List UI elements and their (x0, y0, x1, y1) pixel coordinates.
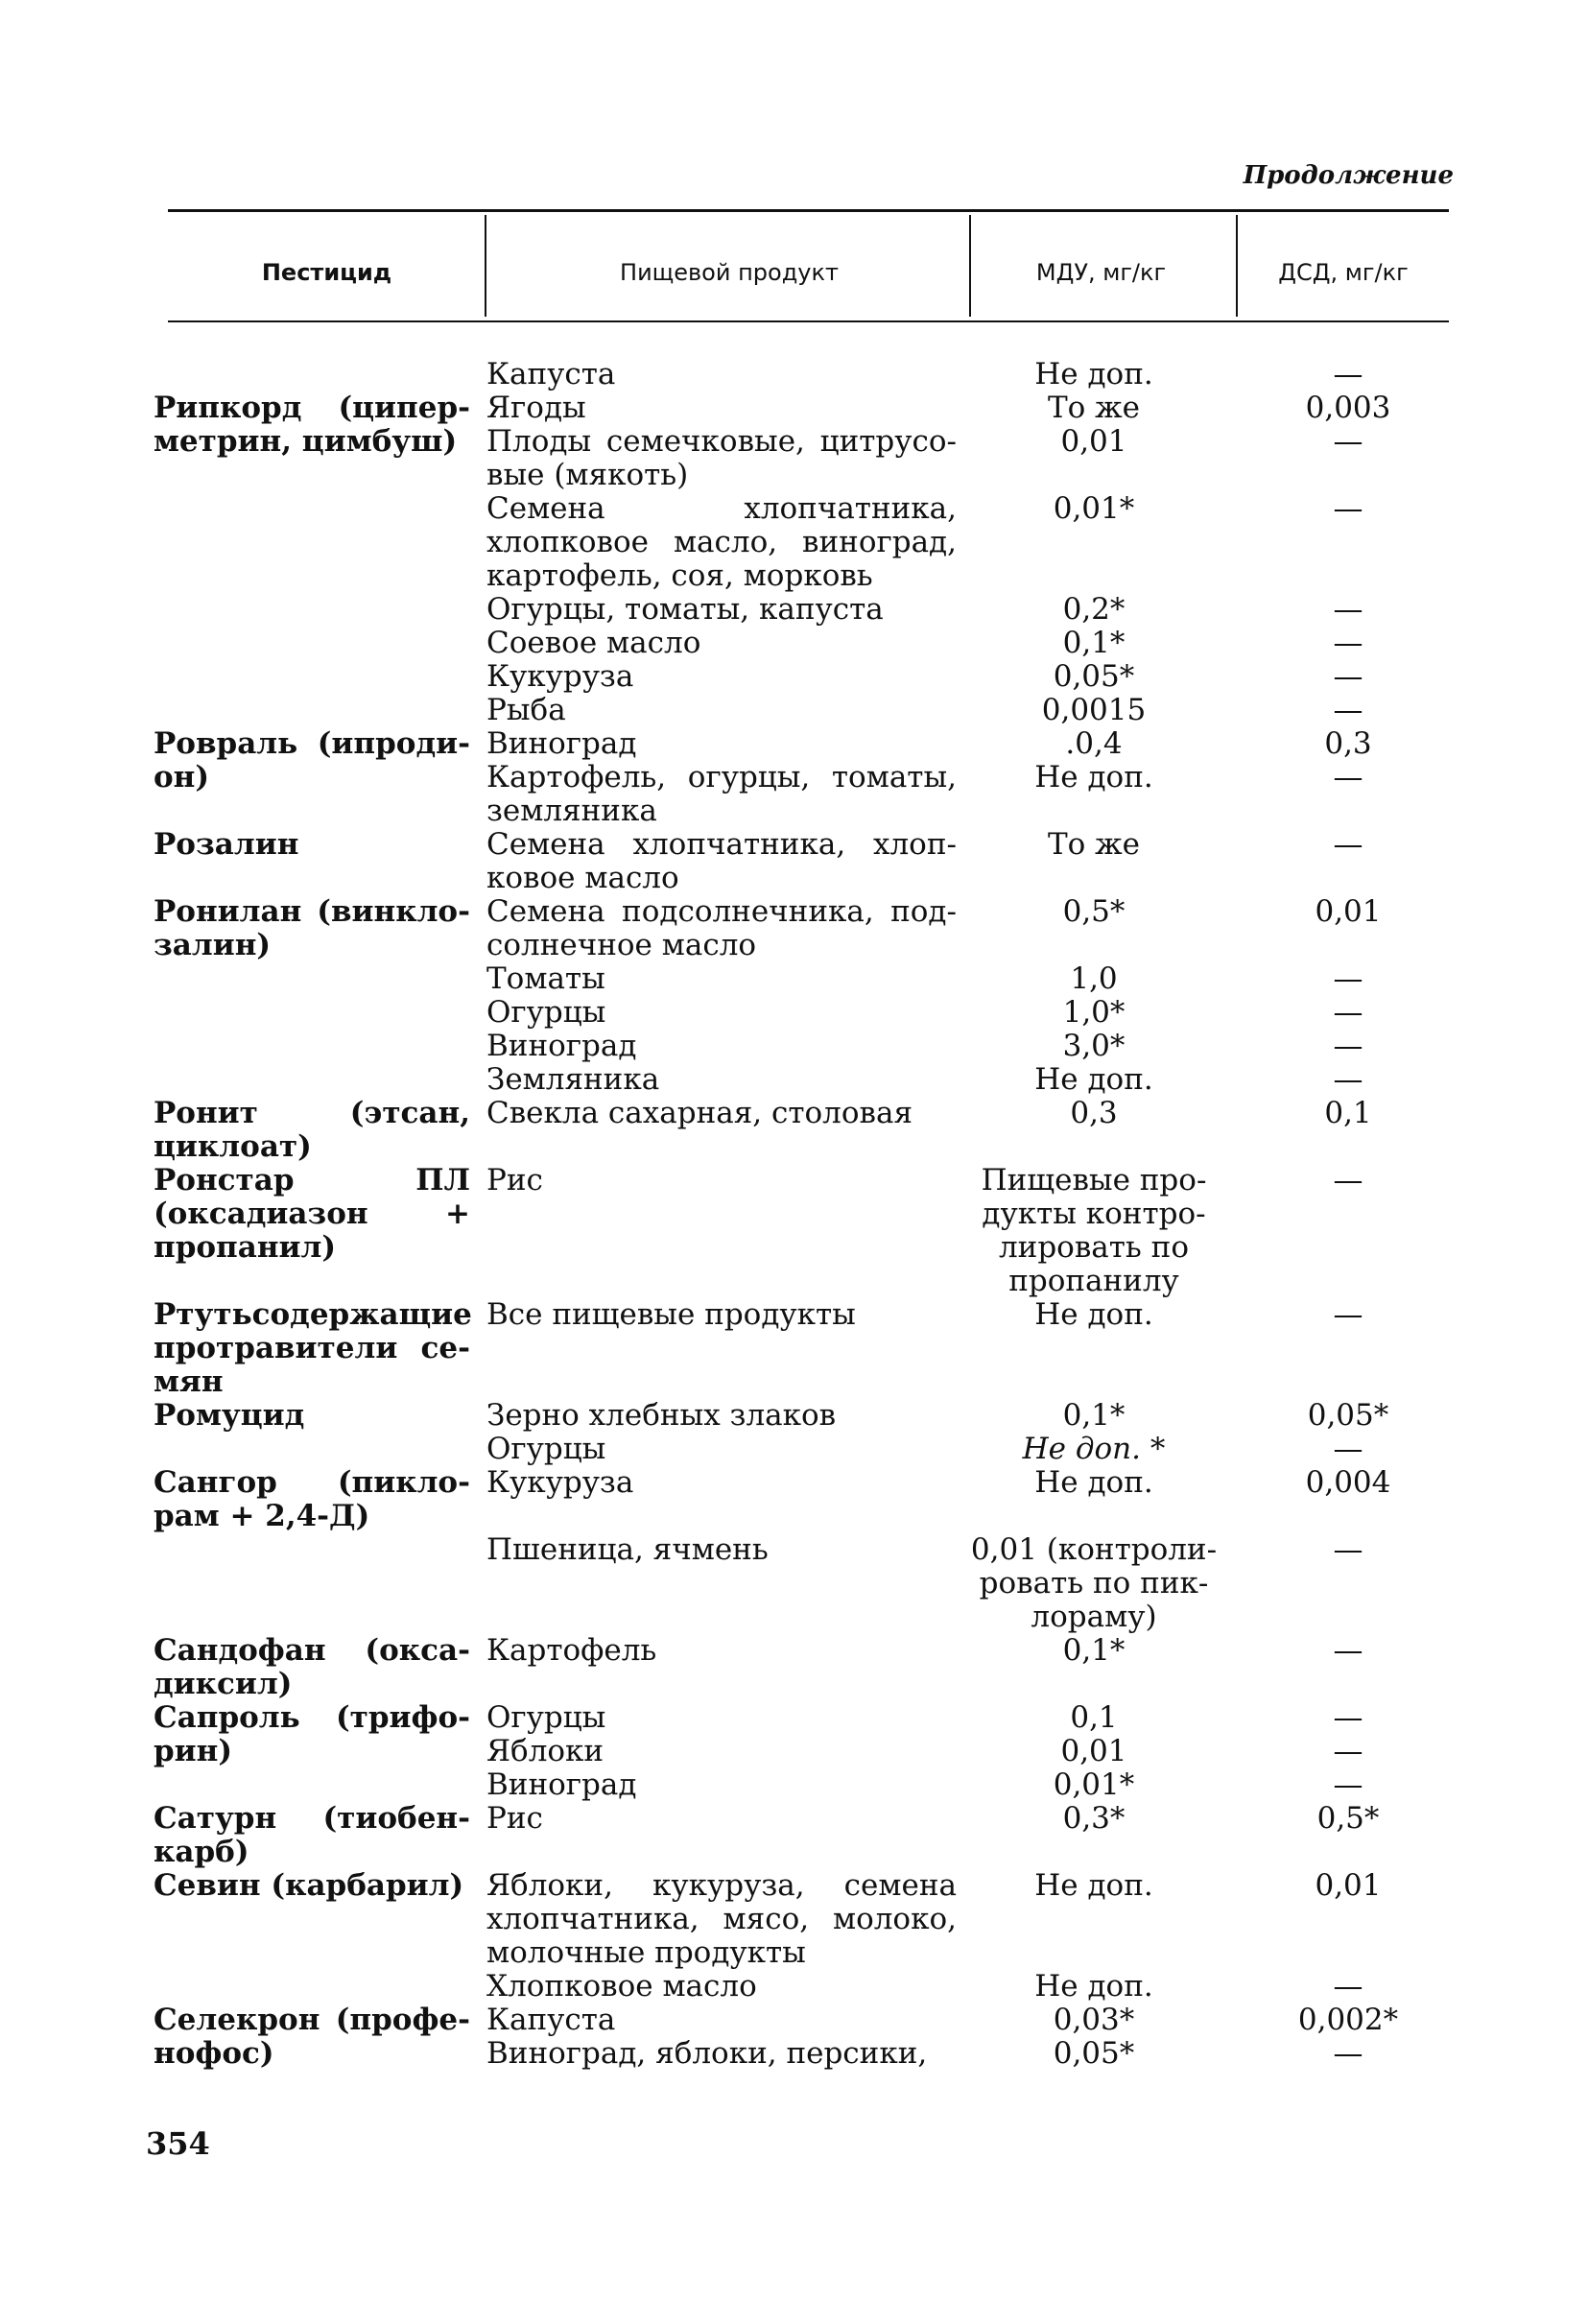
dsd-cell: — (1333, 961, 1363, 996)
mdu-cell: 0,05* (1053, 659, 1135, 694)
dsd-cell: — (1333, 693, 1363, 727)
food-cell: Огурцы (486, 995, 606, 1030)
mdu-cell: 0,3 (1070, 1096, 1118, 1130)
dsd-cell: — (1333, 1700, 1363, 1735)
dsd-cell: — (1333, 1432, 1363, 1466)
food-cell: Земляника (486, 1062, 660, 1097)
dsd-cell: — (1333, 827, 1363, 862)
pesticide-name: Сандофан (оксадиксил) (154, 1633, 470, 1701)
food-cell: Рыба (486, 693, 566, 727)
header-dsd: ДСД, мг/кг (1278, 259, 1409, 286)
food-cell: Томаты (486, 961, 605, 996)
dsd-cell: 0,01 (1315, 1868, 1382, 1903)
mdu-cell: 0,1* (1062, 1398, 1126, 1433)
mdu-cell: 0,3* (1062, 1801, 1126, 1836)
food-cell: Виноград (486, 726, 637, 761)
dsd-cell: — (1333, 357, 1363, 391)
pesticide-name: Ромуцид (154, 1398, 305, 1433)
mdu-cell: Не доп. (1034, 1297, 1153, 1332)
mdu-cell: Не доп. (1034, 760, 1153, 794)
dsd-cell: — (1333, 1767, 1363, 1802)
table-top-rule (168, 209, 1449, 212)
mdu-cell: 3,0* (1062, 1029, 1126, 1063)
dsd-cell: — (1333, 1029, 1363, 1063)
food-cell: Капуста (486, 2003, 616, 2037)
food-cell: Огурцы (486, 1700, 606, 1735)
mdu-cell: 0,1* (1062, 1633, 1126, 1668)
mdu-cell: Не доп. (1034, 357, 1153, 391)
pesticide-name: Севин (карбарил) (154, 1868, 464, 1903)
mdu-cell: Не доп. (1034, 1062, 1153, 1097)
mdu-cell: 0,03* (1053, 2003, 1135, 2037)
dsd-cell: — (1333, 1532, 1363, 1567)
mdu-cell: 0,1 (1070, 1700, 1118, 1735)
food-cell: Виноград (486, 1029, 637, 1063)
dsd-cell: 0,002* (1297, 2003, 1399, 2037)
food-cell: Свекла сахарная, столовая (486, 1096, 913, 1130)
mdu-cell: 0,01* (1053, 491, 1135, 526)
food-cell: Семена хлопчатника, хлопковое масло (486, 827, 957, 895)
mdu-cell: 0,2* (1062, 592, 1126, 627)
food-cell: Огурцы (486, 1432, 606, 1466)
dsd-cell: 0,05* (1307, 1398, 1389, 1433)
pesticide-name: Сапроль (трифорин) (154, 1700, 470, 1768)
food-cell: Огурцы, томаты, капуста (486, 592, 884, 627)
mdu-cell: Не доп. (1034, 1969, 1153, 2004)
food-cell: Картофель, огурцы, томаты, земляника (486, 760, 957, 828)
food-cell: Виноград (486, 1767, 637, 1802)
mdu-cell: 0,5* (1062, 894, 1126, 929)
food-cell: Пшеница, ячмень (486, 1532, 769, 1567)
header-mdu: МДУ, мг/кг (1035, 259, 1167, 286)
dsd-cell: 0,01 (1315, 894, 1382, 929)
food-cell: Все пищевые продукты (486, 1297, 856, 1332)
header-pesticide: Пестицид (261, 259, 392, 286)
dsd-cell: 0,3 (1324, 726, 1372, 761)
mdu-cell: Не доп. (1034, 1465, 1153, 1500)
food-cell: Семена подсолнечника, подсолнечное масло (486, 894, 957, 962)
mdu-cell: 0,01 (контролировать по пиклораму) (970, 1532, 1218, 1634)
pesticide-name: Ровраль (ипродион) (154, 726, 470, 794)
mdu-cell: 0,1* (1062, 626, 1126, 660)
dsd-cell: — (1333, 1969, 1363, 2004)
mdu-cell: 1,0 (1070, 961, 1118, 996)
food-cell: Виноград, яблоки, персики, (486, 2036, 928, 2071)
food-cell: Ягоды (486, 391, 586, 425)
food-cell: Яблоки, кукуруза, семена хлопчатника, мясо, молоко, молочные продукты (486, 1868, 957, 1970)
column-divider (969, 215, 971, 317)
pesticide-name: Сатурн (тиобенкарб) (154, 1801, 470, 1869)
page-number: 354 (146, 2125, 210, 2162)
dsd-cell: — (1333, 491, 1363, 526)
pesticide-name: Селекрон (профенофос) (154, 2003, 470, 2071)
food-cell: Рис (486, 1163, 543, 1198)
dsd-cell: — (1333, 2036, 1363, 2071)
dsd-cell: — (1333, 592, 1363, 627)
mdu-cell: Не доп. (1034, 1868, 1153, 1903)
table-header-rule (168, 320, 1449, 322)
dsd-cell: — (1333, 1163, 1363, 1198)
dsd-cell: — (1333, 424, 1363, 459)
mdu-cell: Пищевые продукты контролировать по пропанилу (981, 1163, 1207, 1298)
pesticide-name: Ронилан (винклозалин) (154, 894, 470, 962)
food-cell: Соевое масло (486, 626, 701, 660)
pesticide-name: Сангор (пиклорам + 2,4-Д) (154, 1465, 470, 1533)
mdu-cell: Не доп. * (1022, 1432, 1166, 1466)
food-cell: Кукуруза (486, 659, 634, 694)
food-cell: Кукуруза (486, 1465, 634, 1500)
food-cell: Плоды семечковые, цитрусовые (мякоть) (486, 424, 957, 492)
mdu-cell: 0,01 (1060, 424, 1127, 459)
dsd-cell: 0,004 (1305, 1465, 1391, 1500)
food-cell: Рис (486, 1801, 543, 1836)
column-divider (485, 215, 486, 317)
dsd-cell: — (1333, 995, 1363, 1030)
dsd-cell: — (1333, 1062, 1363, 1097)
food-cell: Картофель (486, 1633, 657, 1668)
food-cell: Яблоки (486, 1734, 604, 1768)
pesticide-name: Розалин (154, 827, 299, 862)
pesticide-name: Ронит (этсан, циклоат) (154, 1096, 470, 1164)
dsd-cell: — (1333, 626, 1363, 660)
dsd-cell: 0,1 (1324, 1096, 1372, 1130)
food-cell: Капуста (486, 357, 616, 391)
dsd-cell: — (1333, 1734, 1363, 1768)
pesticide-name: Ртутьсодержащие протравители семян (154, 1297, 472, 1399)
pesticide-name: Рипкорд (циперметрин, цимбуш) (154, 391, 470, 459)
mdu-cell: 0,01 (1060, 1734, 1127, 1768)
dsd-cell: 0,003 (1305, 391, 1391, 425)
mdu-cell: 0,01* (1053, 1767, 1135, 1802)
dsd-cell: 0,5* (1316, 1801, 1380, 1836)
mdu-cell: 0,05* (1053, 2036, 1135, 2071)
food-cell: Хлопковое масло (486, 1969, 757, 2004)
pesticide-name: Ронстар ПЛ (оксадиазон + пропанил) (154, 1163, 470, 1265)
dsd-cell: — (1333, 1297, 1363, 1332)
mdu-cell: 0,0015 (1041, 693, 1147, 727)
mdu-cell: То же (1047, 827, 1141, 862)
continuation-label: Продолжение (1243, 161, 1454, 190)
dsd-cell: — (1333, 760, 1363, 794)
food-cell: Зерно хлебных злаков (486, 1398, 837, 1433)
mdu-cell: 1,0* (1062, 995, 1126, 1030)
dsd-cell: — (1333, 659, 1363, 694)
mdu-cell: То же (1047, 391, 1141, 425)
header-food: Пищевой продукт (620, 259, 839, 286)
dsd-cell: — (1333, 1633, 1363, 1668)
food-cell: Семена хлопчатника, хлопковое масло, виноград, картофель, соя, морковь (486, 491, 957, 593)
mdu-cell: .0,4 (1065, 726, 1123, 761)
